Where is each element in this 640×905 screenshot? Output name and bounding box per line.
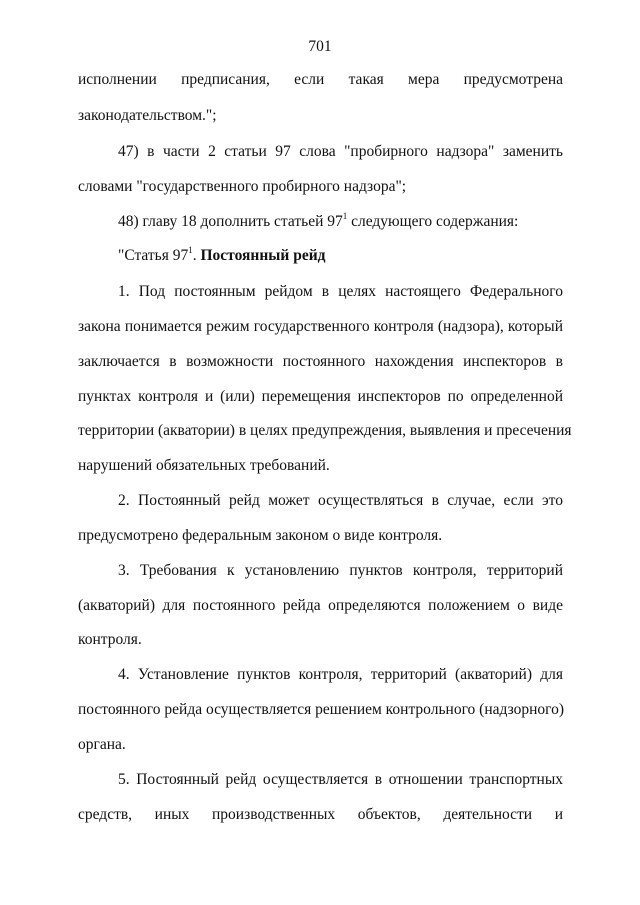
paragraph-1-line: заключается в возможности постоянного нахождения инспекторов в (78, 353, 563, 370)
paragraph-5-line: средств, иных производственных объектов, деятельности и (78, 806, 563, 823)
paragraph-4-line: 4. Установление пунктов контроля, территорий (акваторий) для (118, 666, 563, 683)
superscript: 1 (188, 245, 193, 255)
item-48-line (118, 212, 563, 232)
paragraph-1-line: 1. Под постоянным рейдом в целях настоящего Федерального (118, 283, 563, 300)
superscript: 1 (342, 211, 348, 221)
paragraph-1-line: закона понимается режим государственного контроля (надзора), который (78, 318, 563, 335)
article-heading (118, 246, 563, 266)
text-line: словами "государственного пробирного надзора"; (78, 178, 407, 195)
item-47-line: 47) в части 2 статьи 97 слова "пробирного надзора" заменить (118, 143, 563, 160)
text-line: законодательством."; (78, 107, 217, 124)
paragraph-2-line: предусмотрено федеральным законом о виде контроля. (78, 527, 443, 544)
article-label: "Статья 97 (118, 247, 189, 264)
article-title: Постоянный рейд (200, 247, 326, 264)
paragraph-2-line: 2. Постоянный рейд может осуществляться в случае, если это (118, 492, 563, 509)
text-fragment: . (192, 247, 201, 264)
paragraph-4-line: органа. (78, 736, 126, 753)
paragraph-3-line: контроля. (78, 631, 142, 648)
paragraph-1-line: пунктах контроля и (или) перемещения инспекторов по определенной (78, 388, 563, 405)
paragraph-3-line: 3. Требования к установлению пунктов контроля, территорий (118, 562, 563, 579)
text-fragment: следующего содержания: (347, 213, 519, 230)
paragraph-1-line: нарушений обязательных требований. (78, 457, 330, 474)
paragraph-5-line: 5. Постоянный рейд осуществляется в отношении транспортных (118, 771, 563, 788)
text-line: исполнении предписания, если такая мера предусмотрена (78, 71, 563, 88)
page-number: 701 (308, 38, 332, 55)
paragraph-3-line: (акваторий) для постоянного рейда определяются положением о виде (78, 597, 563, 614)
text-fragment: 48) главу 18 дополнить статьей 97 (118, 213, 343, 230)
paragraph-1-line: территории (акватории) в целях предупреждения, выявления и пресечения (78, 422, 572, 439)
paragraph-4-line: постоянного рейда осуществляется решением контрольного (надзорного) (78, 701, 565, 718)
